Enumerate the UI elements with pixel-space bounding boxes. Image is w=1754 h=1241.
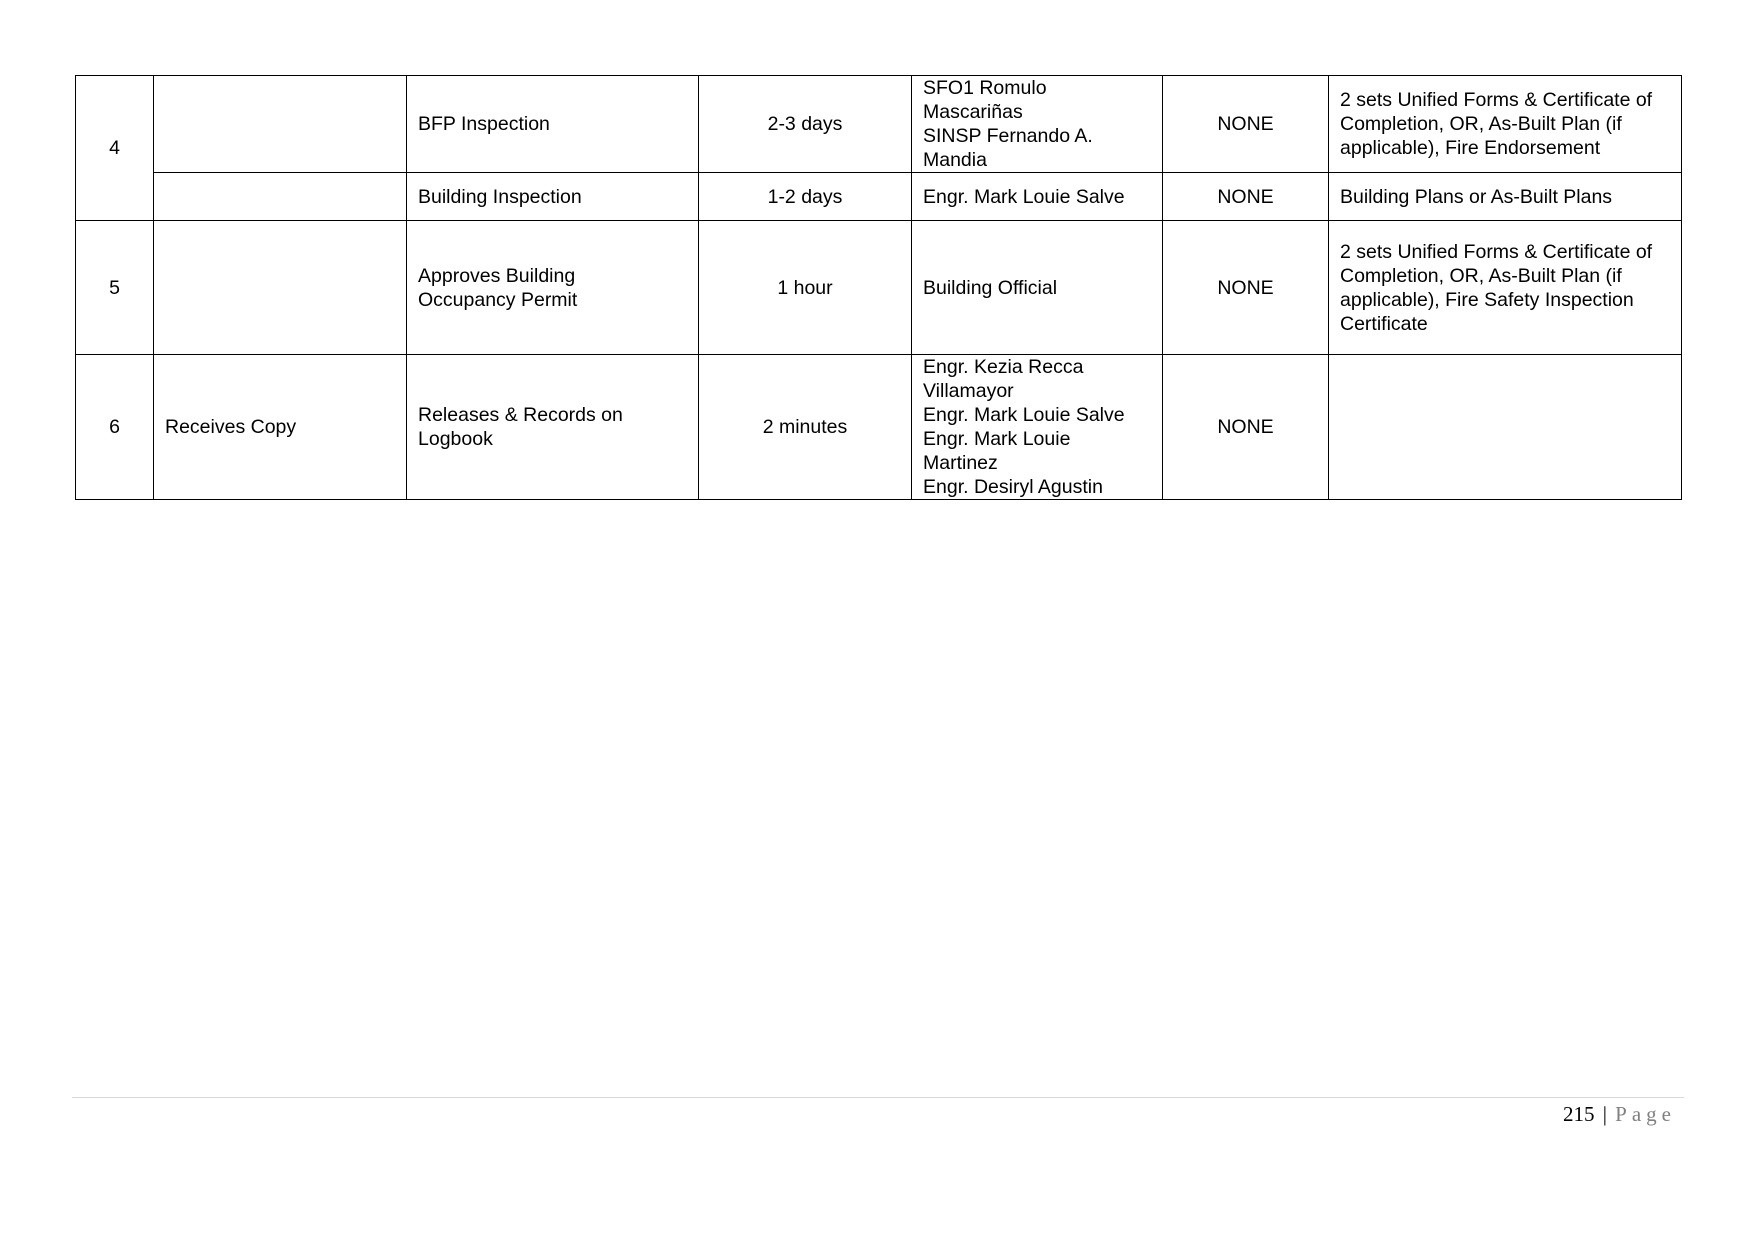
page-footer: [1563, 1101, 1676, 1127]
person-responsible-cell: Engr. Mark Louie Salve: [912, 173, 1163, 221]
client-step-cell: [154, 221, 407, 355]
processing-time-cell: 1 hour: [699, 221, 912, 355]
table-row: [76, 221, 1682, 355]
requirements-cell: [1329, 355, 1682, 500]
processing-time-cell: 2 minutes: [699, 355, 912, 500]
requirements-cell: 2 sets Unified Forms & Certificate of Completion, OR, As-Built Plan (if applicable), Fire Endorsement: [1329, 76, 1682, 173]
client-step-cell: [154, 173, 407, 221]
step-number-cell: 4: [76, 76, 154, 221]
requirements-cell: 2 sets Unified Forms & Certificate of Completion, OR, As-Built Plan (if applicable), Fire Safety Inspection Certificate: [1329, 221, 1682, 355]
fees-cell: NONE: [1163, 355, 1329, 500]
table-row: [76, 173, 1682, 221]
fees-cell: NONE: [1163, 76, 1329, 173]
page-label: Page: [1615, 1102, 1676, 1126]
agency-action-cell: Building Inspection: [407, 173, 699, 221]
person-responsible-cell: Engr. Kezia Recca Villamayor Engr. Mark Louie Salve Engr. Mark Louie Martinez Engr. Desiryl Agustin: [912, 355, 1163, 500]
requirements-cell: Building Plans or As-Built Plans: [1329, 173, 1682, 221]
step-number-cell: 5: [76, 221, 154, 355]
fees-cell: NONE: [1163, 221, 1329, 355]
agency-action-cell: BFP Inspection: [407, 76, 699, 173]
procedure-table: [75, 75, 1682, 500]
processing-time-cell: 2-3 days: [699, 76, 912, 173]
table-row: [76, 76, 1682, 173]
fees-cell: NONE: [1163, 173, 1329, 221]
client-step-cell: [154, 76, 407, 173]
page-number: 215: [1562, 1102, 1595, 1126]
client-step-cell: Receives Copy: [154, 355, 407, 500]
person-responsible-cell: Building Official: [912, 221, 1163, 355]
table-row: [76, 355, 1682, 500]
processing-time-cell: 1-2 days: [699, 173, 912, 221]
person-responsible-cell: SFO1 Romulo Mascariñas SINSP Fernando A. Mandia: [912, 76, 1163, 173]
agency-action-cell: Approves Building Occupancy Permit: [407, 221, 699, 355]
step-number-cell: 6: [76, 355, 154, 500]
agency-action-cell: Releases & Records on Logbook: [407, 355, 699, 500]
footer-separator: |: [1602, 1102, 1607, 1126]
footer-divider: [72, 1097, 1684, 1098]
